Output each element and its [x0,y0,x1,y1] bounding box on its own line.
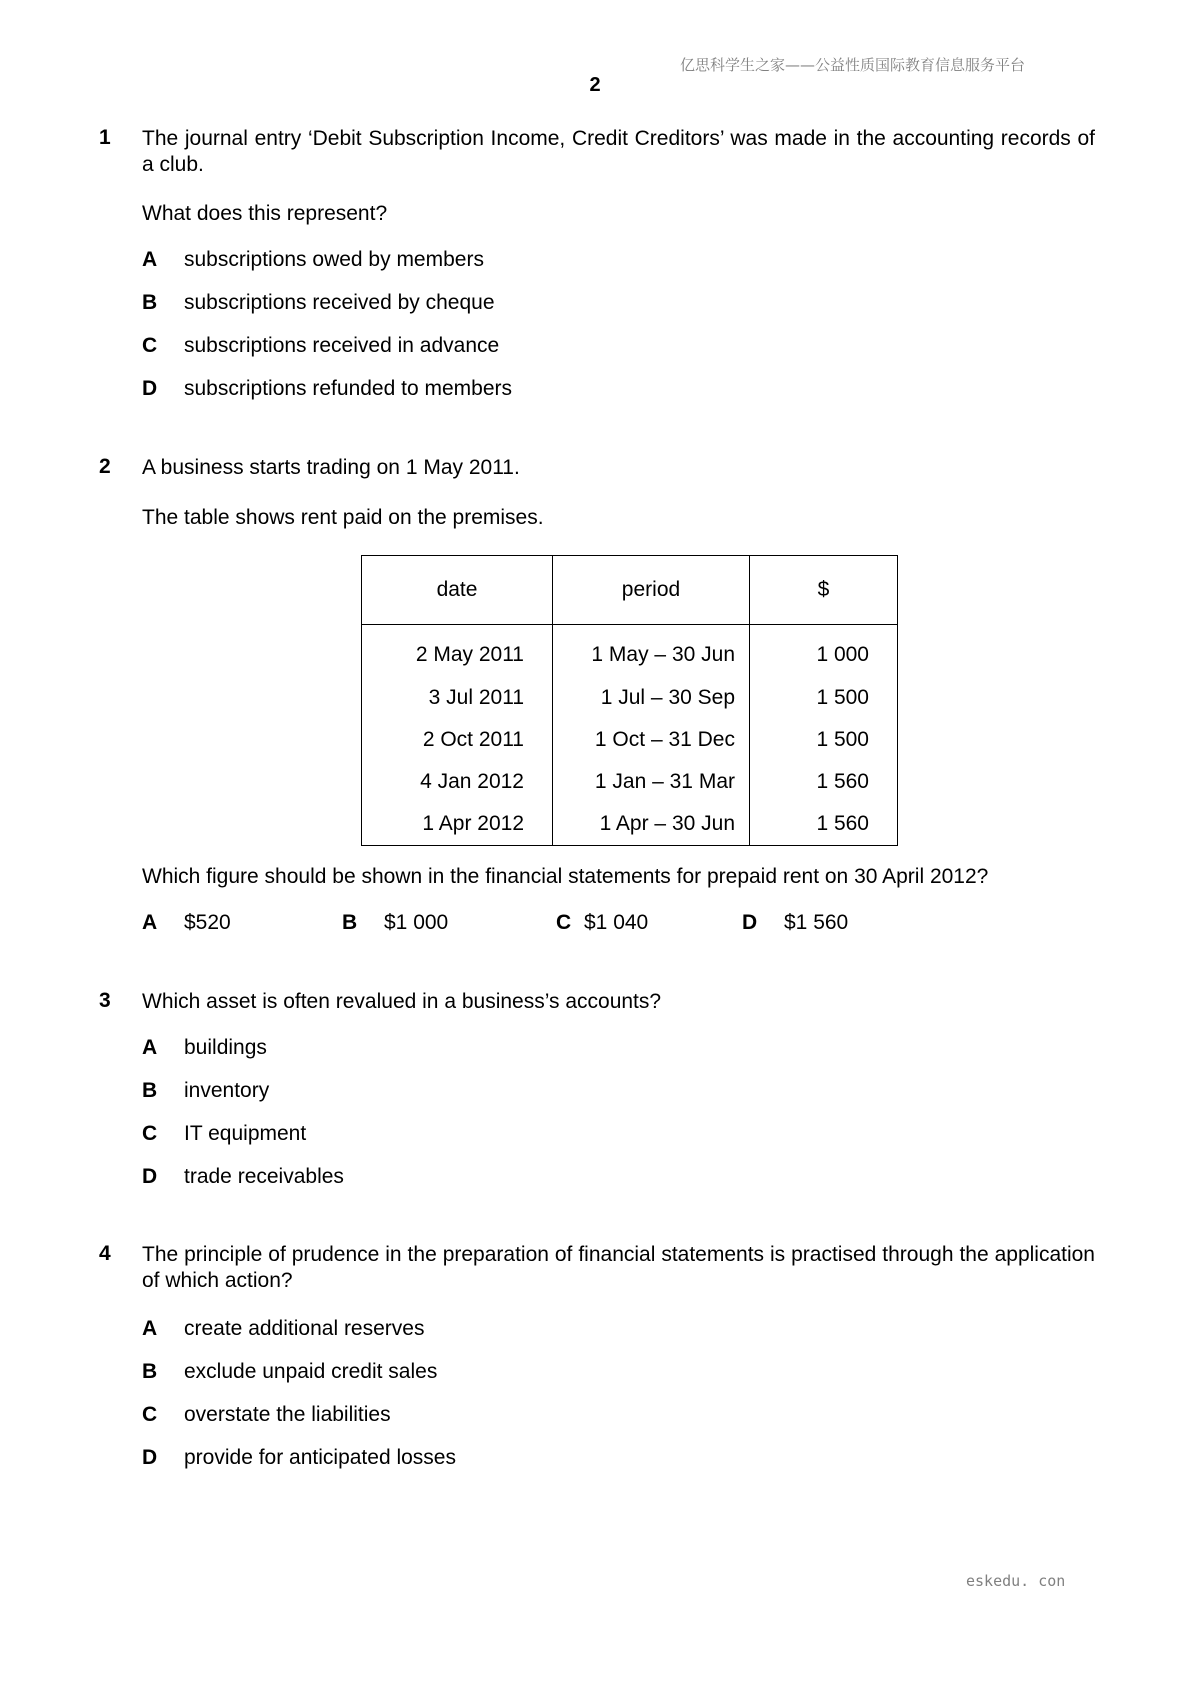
question-1-stem: The journal entry ‘Debit Subscription Income, Credit Creditors’ was made in the accounting records of a club. [142,127,1095,176]
option-text: $520 [184,911,231,934]
option-letter: A [142,1036,158,1059]
cell-amount: 1 500 [750,719,898,761]
watermark-text: 亿思科学生之家——公益性质国际教育信息服务平台 [680,56,1026,74]
option-letter: B [342,911,358,934]
header-date: date [362,556,553,625]
question-2-number: 2 [99,455,111,478]
cell-amount: 1 560 [750,761,898,803]
option-letter: C [142,334,158,357]
cell-amount: 1 000 [750,625,898,678]
cell-period: 1 Apr – 30 Jun [553,803,750,846]
table-row [362,803,898,846]
option-text: create additional reserves [184,1317,425,1340]
page-number: 2 [589,74,601,96]
header-amount: $ [750,556,898,625]
option-text: exclude unpaid credit sales [184,1360,438,1383]
question-4-stem: The principle of prudence in the preparation of financial statements is practised through the application of which action? [142,1243,1095,1292]
question-2-option-d[interactable] [742,911,849,935]
option-letter: D [142,377,158,400]
option-text: subscriptions refunded to members [184,377,512,400]
option-letter: D [142,1446,158,1469]
option-letter: B [142,291,158,314]
option-letter: B [142,1360,158,1383]
option-letter: C [142,1403,158,1426]
question-2-option-b[interactable] [342,911,449,935]
option-letter: A [142,248,158,271]
option-text: buildings [184,1036,267,1059]
option-letter: C [556,911,572,934]
option-text: provide for anticipated losses [184,1446,456,1469]
question-2-intro: The table shows rent paid on the premises. [142,506,544,529]
cell-period: 1 May – 30 Jun [553,625,750,678]
option-letter: D [742,911,758,934]
option-text: subscriptions received in advance [184,334,500,357]
option-letter: A [142,1317,158,1340]
option-text: subscriptions owed by members [184,248,484,271]
question-1-number: 1 [99,126,111,149]
question-2-stem: A business starts trading on 1 May 2011. [142,456,520,479]
option-text: subscriptions received by cheque [184,291,495,314]
cell-amount: 1 560 [750,803,898,846]
table-row [362,677,898,719]
question-2-prompt: Which figure should be shown in the financial statements for prepaid rent on 30 April 2012? [142,865,989,888]
table-row [362,625,898,678]
cell-date: 3 Jul 2011 [362,677,553,719]
question-2-option-c[interactable] [556,911,649,935]
cell-date: 2 May 2011 [362,625,553,678]
table-row [362,761,898,803]
option-letter: B [142,1079,158,1102]
option-text: $1 000 [384,911,449,934]
cell-period: 1 Jan – 31 Mar [553,761,750,803]
cell-date: 1 Apr 2012 [362,803,553,846]
option-letter: A [142,911,158,934]
cell-date: 4 Jan 2012 [362,761,553,803]
option-text: $1 560 [784,911,849,934]
question-1-prompt: What does this represent? [142,202,388,225]
cell-period: 1 Oct – 31 Dec [553,719,750,761]
cell-date: 2 Oct 2011 [362,719,553,761]
option-letter: C [142,1122,158,1145]
option-text: overstate the liabilities [184,1403,391,1426]
option-text: inventory [184,1079,270,1102]
cell-amount: 1 500 [750,677,898,719]
footer-url: eskedu. con [966,1572,1066,1590]
option-text: IT equipment [184,1122,307,1145]
option-letter: D [142,1165,158,1188]
question-2-option-a[interactable] [142,911,231,935]
table-row [362,719,898,761]
option-text: trade receivables [184,1165,344,1188]
question-3-number: 3 [99,989,111,1012]
question-4-number: 4 [99,1242,111,1265]
rent-table [361,555,898,846]
cell-period: 1 Jul – 30 Sep [553,677,750,719]
header-period: period [553,556,750,625]
option-text: $1 040 [584,911,649,934]
question-3-stem: Which asset is often revalued in a business’s accounts? [142,990,662,1013]
